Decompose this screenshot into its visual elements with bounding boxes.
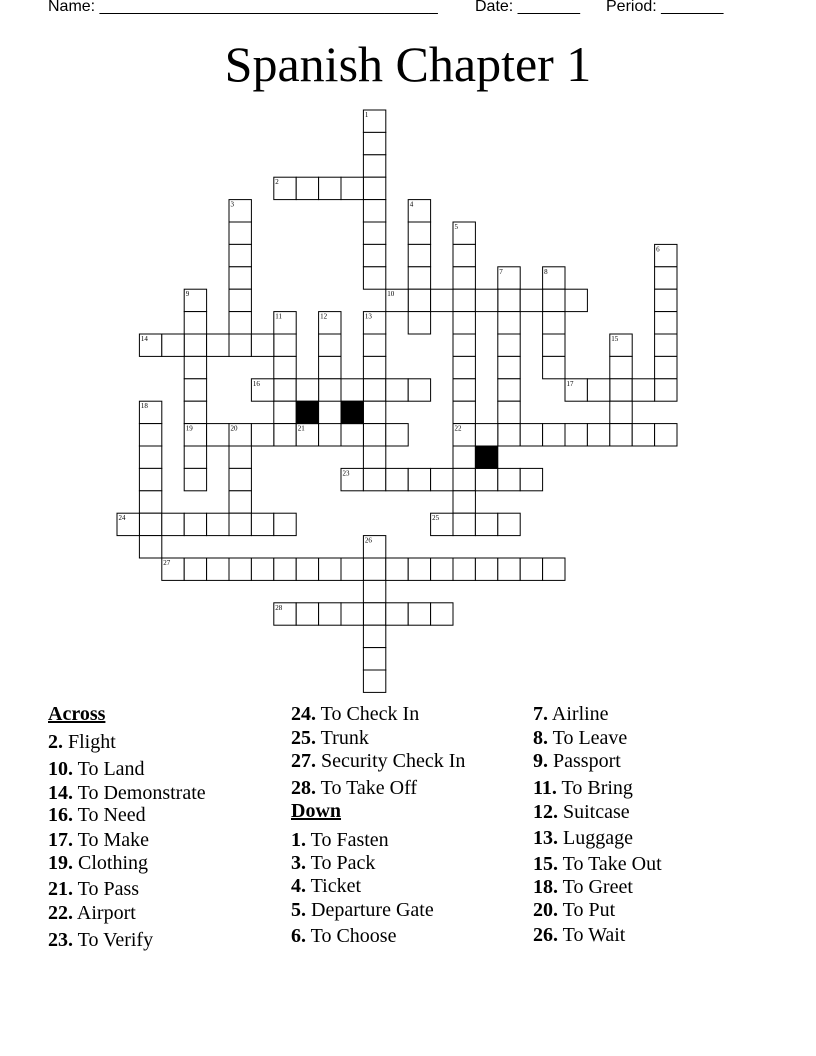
clue-number: 22	[454, 424, 462, 433]
grid-cell[interactable]	[543, 289, 565, 311]
grid-cell[interactable]	[475, 513, 497, 535]
grid-cell[interactable]	[408, 558, 430, 580]
grid-cell[interactable]	[408, 312, 430, 334]
grid-cell[interactable]	[363, 177, 385, 199]
grid-cell[interactable]	[386, 558, 408, 580]
grid-cell[interactable]	[363, 468, 385, 490]
clue-across-24: 24. To Check In	[291, 703, 420, 725]
clue-number: 11	[275, 312, 283, 321]
grid-cell[interactable]	[363, 334, 385, 356]
grid-cell[interactable]	[498, 379, 520, 401]
grid-cell[interactable]	[274, 513, 296, 535]
grid-cell[interactable]	[363, 648, 385, 670]
clue-number: 8	[544, 267, 548, 276]
grid-cell[interactable]	[453, 244, 475, 266]
clue-number: 16	[252, 379, 260, 388]
grid-cell[interactable]	[251, 513, 273, 535]
clue-down-13: 13. Luggage	[533, 827, 633, 849]
clue-down-20: 20. To Put	[533, 899, 616, 921]
grid-cell[interactable]	[296, 558, 318, 580]
grid-cell[interactable]	[274, 424, 296, 446]
clue-number: 1	[364, 111, 369, 119]
clue-number: 10	[387, 290, 395, 299]
grid-cell[interactable]	[274, 356, 296, 378]
grid-cell[interactable]	[655, 312, 677, 334]
grid-cell[interactable]	[229, 222, 251, 244]
black-cell	[475, 446, 497, 468]
grid-cell[interactable]	[296, 603, 318, 625]
grid-cell[interactable]	[184, 558, 206, 580]
clue-number: 28	[275, 603, 283, 612]
grid-cell[interactable]	[363, 222, 385, 244]
grid-cell[interactable]	[274, 558, 296, 580]
grid-cell[interactable]	[498, 356, 520, 378]
grid-cell[interactable]	[587, 424, 609, 446]
grid-cell[interactable]	[520, 468, 542, 490]
grid-cell[interactable]	[475, 289, 497, 311]
grid-cell[interactable]	[229, 558, 251, 580]
grid-cell[interactable]	[341, 424, 363, 446]
grid-cell[interactable]	[319, 177, 341, 199]
grid-cell[interactable]	[610, 379, 632, 401]
grid-cell[interactable]	[431, 289, 453, 311]
clue-across-16: 16. To Need	[48, 804, 146, 826]
clue-across-21: 21. To Pass	[48, 878, 140, 900]
clue-number: 18	[140, 402, 148, 411]
grid-cell[interactable]	[498, 468, 520, 490]
grid-cell[interactable]	[319, 424, 341, 446]
clue-across-25: 25. Trunk	[291, 727, 369, 749]
clue-down-3: 3. To Pack	[291, 852, 376, 874]
grid-cell[interactable]	[498, 289, 520, 311]
grid-cell[interactable]	[341, 558, 363, 580]
grid-cell[interactable]	[498, 334, 520, 356]
grid-cell[interactable]	[565, 424, 587, 446]
grid-cell[interactable]	[341, 177, 363, 199]
grid-cell[interactable]	[139, 424, 161, 446]
clue-number: 6	[656, 245, 660, 254]
clue-down-1: 1. To Fasten	[291, 829, 389, 851]
grid-cell[interactable]	[229, 468, 251, 490]
grid-cell[interactable]	[475, 558, 497, 580]
grid-cell[interactable]	[363, 603, 385, 625]
clue-down-18: 18. To Greet	[533, 876, 633, 898]
grid-cell[interactable]	[363, 401, 385, 423]
clue-number: 25	[432, 514, 440, 523]
grid-cell[interactable]	[655, 356, 677, 378]
grid-cell[interactable]	[498, 513, 520, 535]
grid-cell[interactable]	[632, 424, 654, 446]
grid-cell[interactable]	[453, 491, 475, 513]
grid-cell[interactable]	[408, 603, 430, 625]
grid-cell[interactable]	[363, 155, 385, 177]
grid-cell[interactable]	[655, 289, 677, 311]
black-cell	[341, 401, 363, 423]
clue-number: 9	[185, 290, 190, 299]
clue-across-17: 17. To Make	[48, 829, 149, 851]
grid-cell[interactable]	[319, 334, 341, 356]
grid-cell[interactable]	[363, 379, 385, 401]
clue-across-19: 19. Clothing	[48, 852, 149, 874]
grid-cell[interactable]	[229, 289, 251, 311]
grid-cell[interactable]	[386, 379, 408, 401]
grid-cell[interactable]	[363, 424, 385, 446]
grid-cell[interactable]	[453, 379, 475, 401]
grid-cell[interactable]	[610, 356, 632, 378]
clue-across-22: 22. Airport	[48, 902, 136, 924]
clue-number: 26	[364, 536, 372, 545]
clue-number: 21	[297, 424, 305, 433]
grid-cell[interactable]	[184, 334, 206, 356]
grid-cell[interactable]	[587, 379, 609, 401]
grid-cell[interactable]	[184, 513, 206, 535]
grid-cell[interactable]	[453, 289, 475, 311]
grid-cell[interactable]	[453, 446, 475, 468]
grid-cell[interactable]	[431, 468, 453, 490]
clue-number: 15	[611, 335, 619, 343]
grid-cell[interactable]	[655, 334, 677, 356]
grid-cell[interactable]	[229, 244, 251, 266]
grid-cell[interactable]	[363, 625, 385, 647]
grid-cell[interactable]	[363, 200, 385, 222]
grid-cell[interactable]	[543, 424, 565, 446]
grid-cell[interactable]	[184, 379, 206, 401]
grid-cell[interactable]	[296, 177, 318, 199]
grid-cell[interactable]	[229, 267, 251, 289]
clue-number: 7	[499, 267, 503, 276]
grid-cell[interactable]	[251, 424, 273, 446]
clue-number: 17	[566, 379, 574, 388]
grid-cell[interactable]	[408, 468, 430, 490]
clue-down-9: 9. Passport	[533, 750, 621, 772]
grid-cell[interactable]	[386, 424, 408, 446]
down-heading: Down	[291, 800, 342, 822]
grid-cell[interactable]	[363, 446, 385, 468]
grid-cell[interactable]	[543, 558, 565, 580]
grid-cell[interactable]	[162, 334, 184, 356]
clue-down-7: 7. Airline	[533, 703, 609, 725]
clue-number: 24	[118, 514, 126, 523]
grid-cell[interactable]	[610, 424, 632, 446]
grid-cell[interactable]	[453, 312, 475, 334]
grid-cell[interactable]	[363, 267, 385, 289]
clue-number: 12	[320, 312, 328, 321]
grid-cell[interactable]	[207, 424, 229, 446]
grid-cell[interactable]	[453, 558, 475, 580]
grid-cell[interactable]	[139, 536, 161, 558]
black-cell	[296, 401, 318, 423]
grid-cell[interactable]	[431, 558, 453, 580]
clue-number: 4	[409, 200, 414, 209]
grid-cell[interactable]	[498, 424, 520, 446]
clue-across-23: 23. To Verify	[48, 929, 154, 951]
grid-cell[interactable]	[229, 312, 251, 334]
grid-cell[interactable]	[363, 580, 385, 602]
grid-cell[interactable]	[184, 312, 206, 334]
grid-cell[interactable]	[184, 401, 206, 423]
grid-cell[interactable]	[363, 244, 385, 266]
clue-number: 5	[454, 223, 458, 231]
grid-cell[interactable]	[520, 558, 542, 580]
clue-down-11: 11. To Bring	[533, 777, 633, 799]
grid-cell[interactable]	[319, 356, 341, 378]
grid-cell[interactable]	[139, 491, 161, 513]
clue-number: 19	[185, 424, 193, 433]
grid-cell[interactable]	[207, 558, 229, 580]
grid-cell[interactable]	[251, 334, 273, 356]
clue-across-14: 14. To Demonstrate	[48, 782, 206, 804]
grid-cell[interactable]	[655, 379, 677, 401]
grid-cell[interactable]	[184, 446, 206, 468]
grid-cell[interactable]	[229, 513, 251, 535]
grid-cell[interactable]	[363, 356, 385, 378]
grid-cell[interactable]	[453, 513, 475, 535]
grid-cell[interactable]	[319, 603, 341, 625]
grid-cell[interactable]	[363, 132, 385, 154]
period-field[interactable]: Period: _______	[606, 0, 724, 15]
grid-cell[interactable]	[341, 379, 363, 401]
grid-cell[interactable]	[363, 558, 385, 580]
grid-cell[interactable]	[296, 379, 318, 401]
date-field[interactable]: Date: _______	[475, 0, 580, 15]
clue-number: 14	[140, 335, 148, 343]
grid-cell[interactable]	[543, 334, 565, 356]
grid-cell[interactable]	[475, 424, 497, 446]
grid-cell[interactable]	[408, 267, 430, 289]
clue-number: 3	[230, 200, 234, 209]
clue-across-28: 28. To Take Off	[291, 777, 418, 799]
grid-cell[interactable]	[498, 558, 520, 580]
clue-number: 23	[342, 469, 350, 478]
clue-down-8: 8. To Leave	[533, 727, 628, 749]
clue-across-2: 2. Flight	[48, 731, 116, 753]
grid-cell[interactable]	[475, 468, 497, 490]
grid-cell[interactable]	[520, 424, 542, 446]
clue-down-15: 15. To Take Out	[533, 853, 662, 875]
grid-cell[interactable]	[319, 379, 341, 401]
grid-cell[interactable]	[229, 491, 251, 513]
grid-cell[interactable]	[498, 401, 520, 423]
clue-down-12: 12. Suitcase	[533, 801, 630, 823]
grid-cell[interactable]	[543, 356, 565, 378]
grid-cell[interactable]	[207, 513, 229, 535]
grid-cell[interactable]	[207, 334, 229, 356]
grid-cell[interactable]	[341, 603, 363, 625]
grid-cell[interactable]	[229, 446, 251, 468]
grid-cell[interactable]	[453, 468, 475, 490]
grid-cell[interactable]	[408, 222, 430, 244]
grid-cell[interactable]	[453, 356, 475, 378]
across-heading: Across	[48, 703, 106, 725]
grid-cell[interactable]	[251, 558, 273, 580]
grid-cell[interactable]	[274, 334, 296, 356]
grid-cell[interactable]	[408, 244, 430, 266]
grid-cell[interactable]	[139, 446, 161, 468]
grid-cell[interactable]	[565, 289, 587, 311]
clue-down-6: 6. To Choose	[291, 925, 397, 947]
clue-down-4: 4. Ticket	[291, 875, 362, 897]
grid-cell[interactable]	[184, 468, 206, 490]
clue-number: 13	[364, 312, 372, 321]
grid-cell[interactable]	[655, 424, 677, 446]
grid-cell[interactable]	[655, 267, 677, 289]
grid-cell[interactable]	[162, 513, 184, 535]
clue-across-27: 27. Security Check In	[291, 750, 466, 772]
clue-number: 27	[163, 559, 171, 567]
grid-cell[interactable]	[453, 267, 475, 289]
page-title: Spanish Chapter 1	[224, 36, 592, 92]
grid-cell[interactable]	[386, 468, 408, 490]
grid-cell[interactable]	[431, 603, 453, 625]
clue-number: 20	[230, 424, 238, 433]
grid-cell[interactable]	[363, 670, 385, 692]
grid-cell[interactable]	[520, 289, 542, 311]
grid-cell[interactable]	[319, 558, 341, 580]
grid-cell[interactable]	[543, 312, 565, 334]
clue-down-26: 26. To Wait	[533, 924, 626, 946]
grid-cell[interactable]	[498, 312, 520, 334]
grid-cell[interactable]	[632, 379, 654, 401]
grid-cell[interactable]	[229, 334, 251, 356]
clue-down-5: 5. Departure Gate	[291, 899, 434, 921]
grid-cell[interactable]	[139, 468, 161, 490]
grid-cell[interactable]	[453, 334, 475, 356]
grid-cell[interactable]	[274, 401, 296, 423]
grid-cell[interactable]	[184, 356, 206, 378]
grid-cell[interactable]	[274, 379, 296, 401]
grid-cell[interactable]	[408, 289, 430, 311]
grid-cell[interactable]	[139, 513, 161, 535]
grid-cell[interactable]	[610, 401, 632, 423]
name-field[interactable]: Name: ______________________________________	[48, 0, 438, 15]
grid-cell[interactable]	[408, 379, 430, 401]
grid-cell[interactable]	[386, 603, 408, 625]
clue-across-10: 10. To Land	[48, 758, 145, 780]
grid-cell[interactable]	[453, 401, 475, 423]
clue-number: 2	[275, 178, 279, 187]
